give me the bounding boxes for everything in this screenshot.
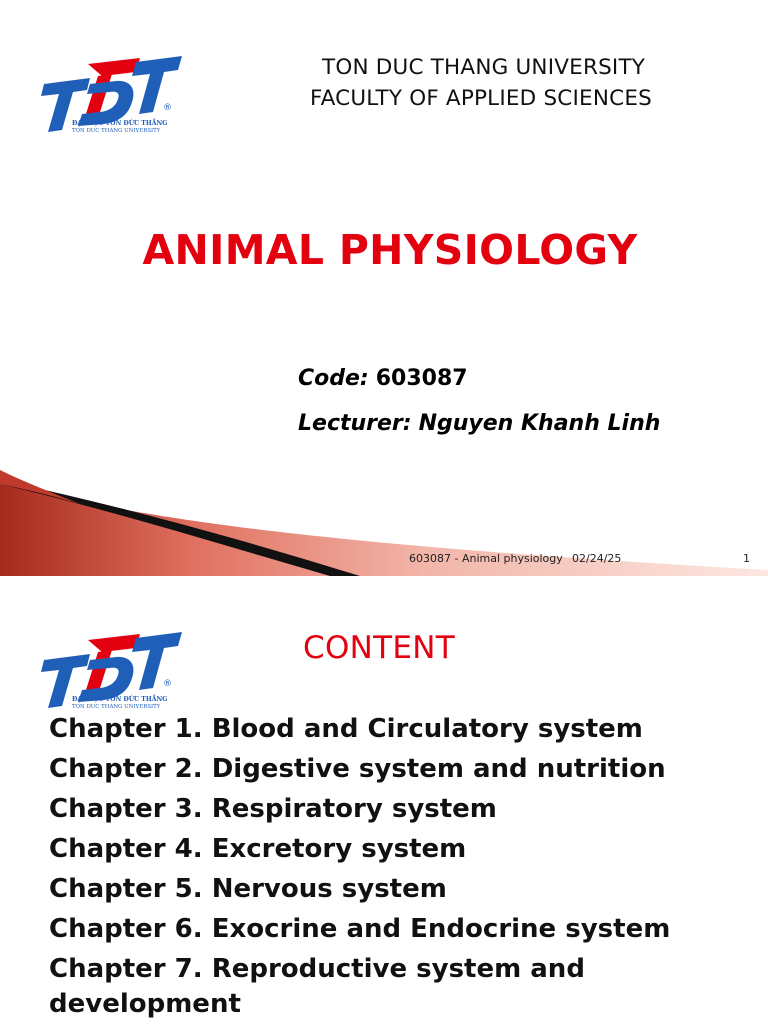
lecturer-line [298, 411, 660, 436]
institution-header [290, 52, 750, 114]
lecturer-name: Nguyen Khanh Linh [418, 411, 661, 436]
chapter-item: Chapter 7. Reproductive system and development [49, 954, 585, 1019]
chapter-item: Chapter 1. Blood and Circulatory system [49, 714, 643, 744]
chapter-item: Chapter 5. Nervous system [49, 874, 447, 904]
course-code-label: Code: [298, 366, 369, 391]
decorative-swoosh [0, 470, 768, 576]
tdt-university-logo [40, 54, 185, 136]
chapter-item: Chapter 6. Exocrine and Endocrine system [49, 914, 671, 944]
course-code-line [298, 366, 468, 391]
logo-english-name: TON DUC THANG UNIVERSITY [72, 128, 161, 134]
logo-red-stroke-stem [86, 74, 112, 114]
logo-english-name: TON DUC THANG UNIVERSITY [72, 704, 161, 710]
logo-red-stroke-top [88, 58, 140, 76]
tdt-logo-graphic [40, 630, 185, 712]
lecturer-label: Lecturer: [298, 411, 412, 436]
swoosh-red-band [0, 484, 768, 576]
course-title: ANIMAL PHYSIOLOGY [142, 226, 638, 274]
logo-red-stroke-top [88, 634, 140, 652]
logo-registered-mark: ® [163, 103, 172, 113]
content-heading: CONTENT [303, 630, 455, 666]
logo-red-stroke-stem [86, 650, 112, 690]
chapter-item: Chapter 4. Excretory system [49, 834, 467, 864]
footer-course-label: 603087 - Animal physiology [409, 552, 563, 565]
chapter-list [49, 712, 699, 1024]
content-slide [0, 576, 768, 1024]
logo-vietnamese-name: ĐẠI HỌC TÔN ĐỨC THẮNG [72, 120, 168, 127]
faculty-name: FACULTY OF APPLIED SCIENCES [310, 86, 652, 111]
course-code-value: 603087 [375, 366, 468, 391]
footer-date: 02/24/25 [572, 552, 622, 565]
university-name: TON DUC THANG UNIVERSITY [322, 55, 646, 80]
tdt-logo-graphic [40, 54, 185, 136]
tdt-university-logo [40, 630, 185, 712]
chapter-item: Chapter 3. Respiratory system [49, 794, 497, 824]
footer-page-number: 1 [743, 552, 750, 565]
chapter-item: Chapter 2. Digestive system and nutrition [49, 754, 666, 784]
logo-blue-t-right [132, 56, 182, 114]
logo-registered-mark: ® [163, 679, 172, 689]
logo-vietnamese-name: ĐẠI HỌC TÔN ĐỨC THẮNG [72, 696, 168, 703]
logo-blue-t-right [132, 632, 182, 690]
